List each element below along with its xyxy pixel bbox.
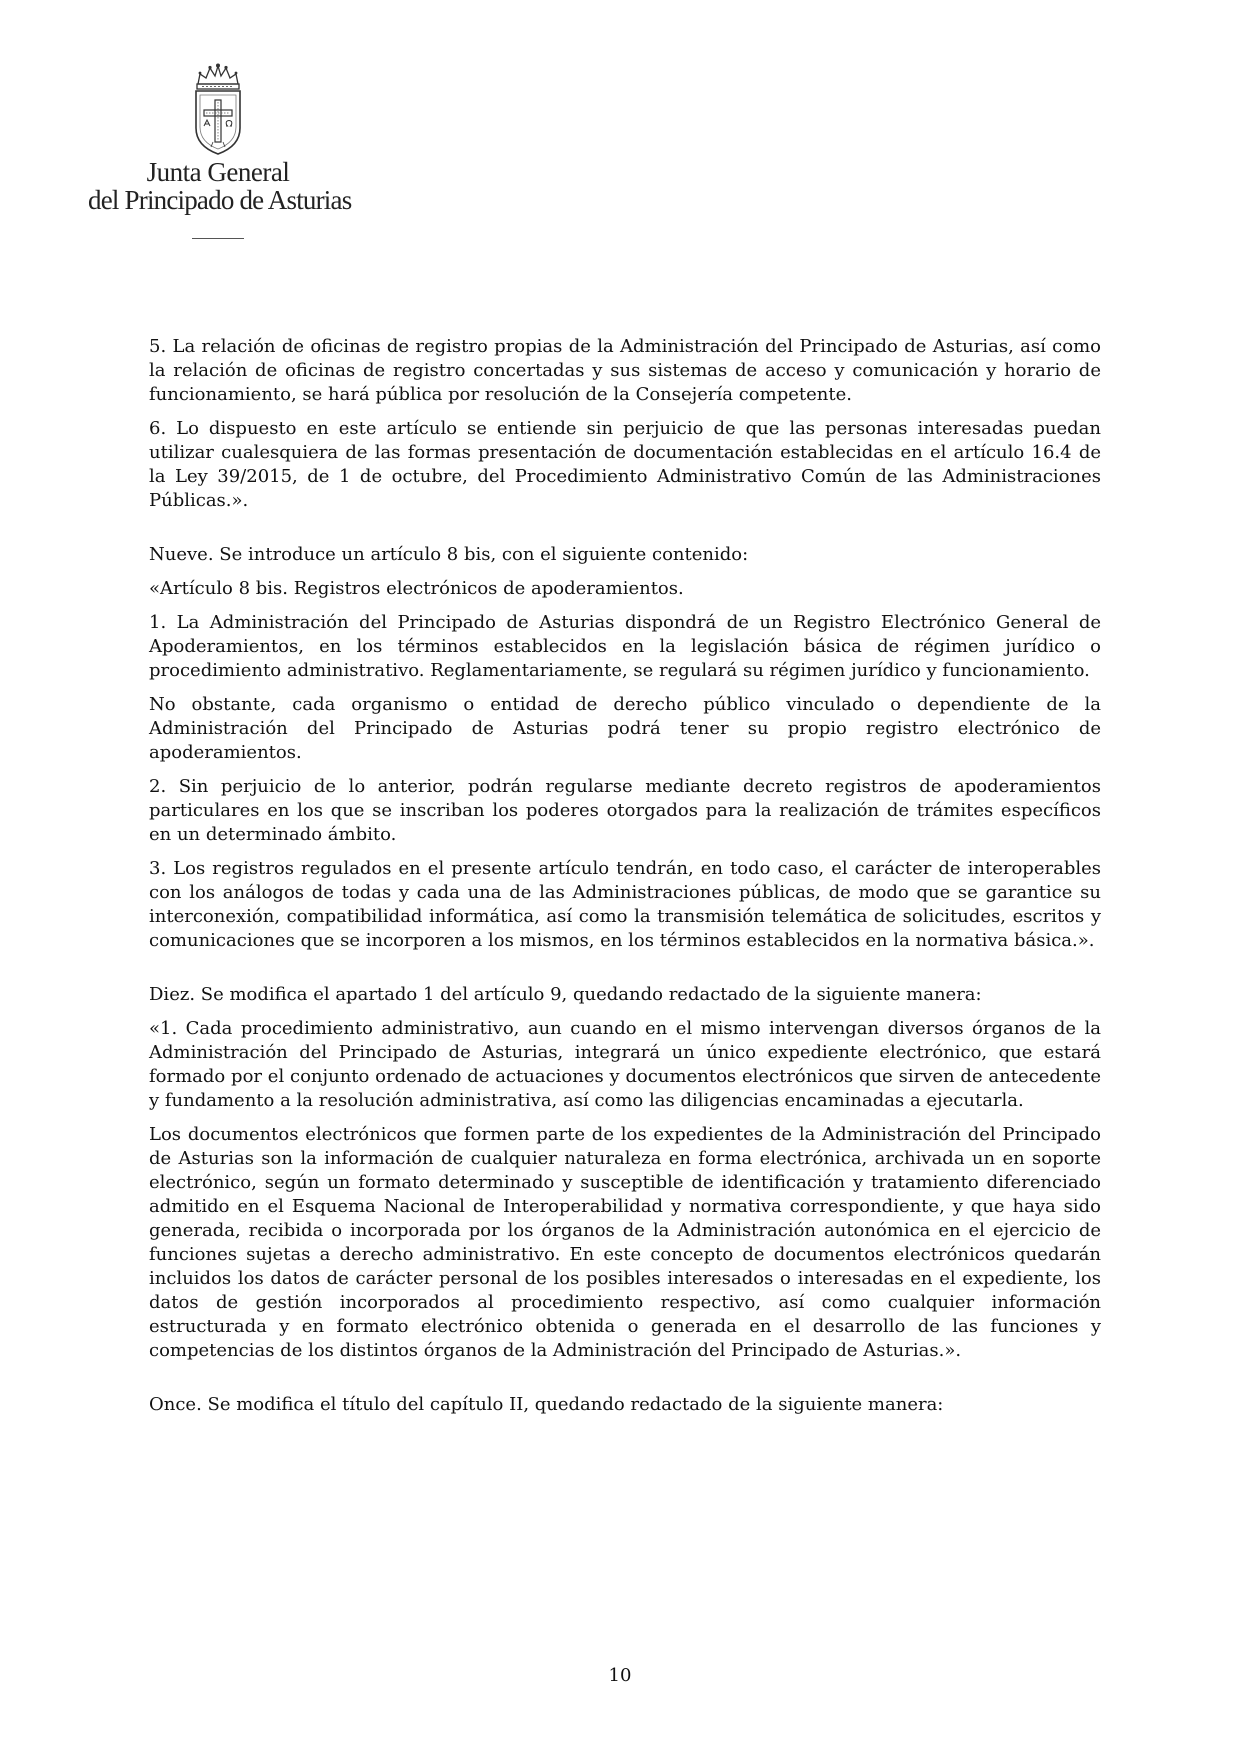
paragraph-diez-heading: Diez. Se modifica el apartado 1 del artículo 9, quedando redactado de la siguiente manera: bbox=[149, 984, 982, 1005]
paragraph-electronic-documents: Los documentos electrónicos que formen parte de los expedientes de la Administración del Principado de Asturias son la información de cualquier naturaleza en forma electrónica, archivada un en soporte electrónico, según un formato determinado y susceptible de identificación y tratamiento diferenciado admitido en el Esquema Nacional de Interoperabilidad y normativa correspondiente, y que haya sido generada, recibida o incorporada por los órganos de la Administración autonómica en el ejercicio de funciones sujetas a derecho administrativo. En este concepto de documentos electrónicos quedarán incluidos los datos de carácter personal de los posibles interesados o interesadas en el expediente, los datos de gestión incorporados al procedimiento respectivo, así como cualquier información estructurada y en formato electrónico obtenida o generada en el desarrollo de las funciones y competencias de los distintos órganos de la Administración del Principado de Asturias.». bbox=[149, 1124, 1101, 1361]
page-number: 10 bbox=[608, 1665, 632, 1686]
paragraph-8-bis-2: 2. Sin perjuicio de lo anterior, podrán regularse mediante decreto registros de apoderamientos particulares en los que se inscriban los poderes otorgados para la realización de trámites específicos en un determinado ámbito. bbox=[149, 776, 1101, 845]
paragraph-once-heading: Once. Se modifica el título del capítulo II, quedando redactado de la siguiente manera: bbox=[149, 1394, 944, 1415]
paragraph-6-documentation-forms: 6. Lo dispuesto en este artículo se entiende sin perjuicio de que las personas interesadas puedan utilizar cualesquiera de las formas presentación de documentación establecidas en el artículo 16.4 de la Ley 39/2015, de 1 de octubre, del Procedimiento Administrativo Común de las Administraciones Públicas.». bbox=[149, 418, 1101, 511]
coat-of-arms-icon bbox=[188, 62, 248, 158]
paragraph-article-9-1: «1. Cada procedimiento administrativo, aun cuando en el mismo intervengan diversos órganos de la Administración del Principado de Asturias, integrará un único expediente electrónico, que estará formado por el conjunto ordenado de actuaciones y documentos electrónicos que sirven de antecedente y fundamento a la resolución administrativa, así como las diligencias encaminadas a ejecutarla. bbox=[149, 1018, 1101, 1111]
article-8-bis-title: «Artículo 8 bis. Registros electrónicos de apoderamientos. bbox=[149, 578, 684, 599]
institution-name-line1: Junta General bbox=[146, 157, 290, 187]
institution-name-line2: del Principado de Asturias bbox=[88, 185, 352, 215]
paragraph-8-bis-no-obstante: No obstante, cada organismo o entidad de derecho público vinculado o dependiente de la Administración del Principado de Asturias podrá tener su propio registro electrónico de apoderamientos. bbox=[149, 694, 1101, 763]
header-divider bbox=[192, 238, 244, 239]
document-body bbox=[149, 335, 1101, 1427]
paragraph-8-bis-1: 1. La Administración del Principado de Asturias dispondrá de un Registro Electrónico General de Apoderamientos, en los términos establecidos en la legislación básica de régimen jurídico o procedimiento administrativo. Reglamentariamente, se regulará su régimen jurídico y funcionamiento. bbox=[149, 612, 1101, 681]
paragraph-8-bis-3: 3. Los registros regulados en el presente artículo tendrán, en todo caso, el carácter de interoperables con los análogos de todas y cada una de las Administraciones públicas, de modo que se garantice su interconexión, compatibilidad informática, así como la transmisión telemática de solicitudes, escritos y comunicaciones que se incorporen a los mismos, en los términos establecidos en la normativa básica.». bbox=[149, 858, 1101, 951]
paragraph-nueve-heading: Nueve. Se introduce un artículo 8 bis, con el siguiente contenido: bbox=[149, 544, 749, 565]
paragraph-5-registry-offices: 5. La relación de oficinas de registro propias de la Administración del Principado de Asturias, así como la relación de oficinas de registro concertadas y sus sistemas de acceso y comunicación y horario de funcionamiento, se hará pública por resolución de la Consejería competente. bbox=[149, 336, 1101, 405]
institution-logo bbox=[88, 62, 352, 239]
